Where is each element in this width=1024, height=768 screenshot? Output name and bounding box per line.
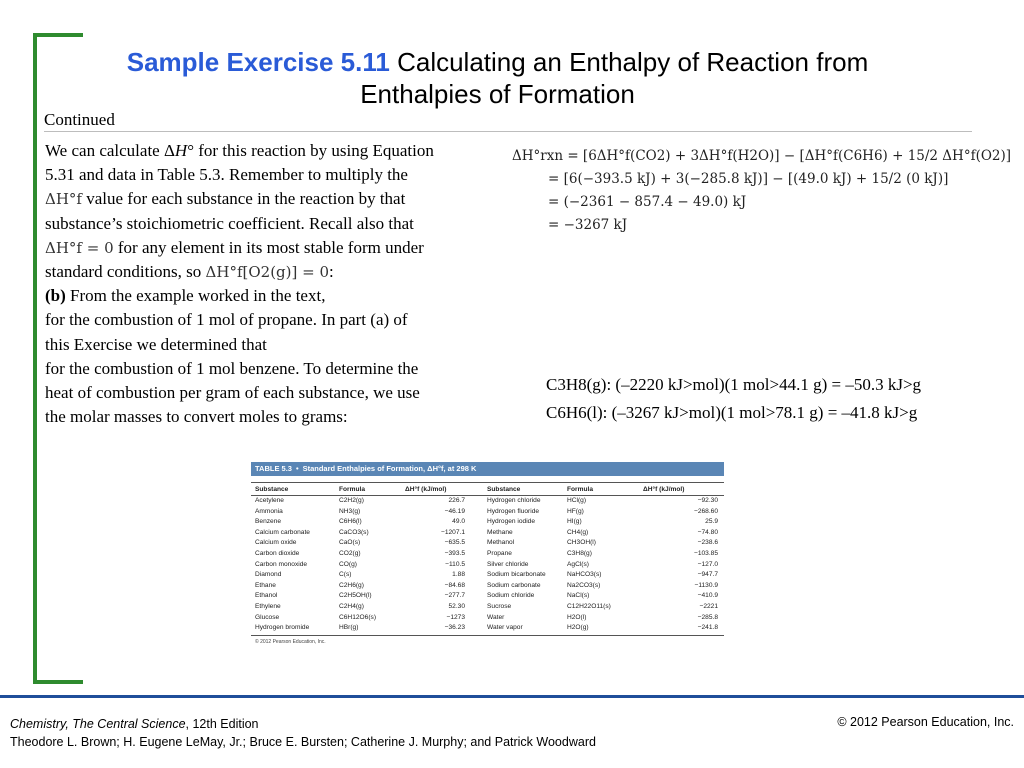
table-cell: NaCl(s) (567, 592, 590, 600)
table-cell: Benzene (255, 518, 282, 526)
table-cell: Carbon dioxide (255, 549, 300, 557)
table-cell: Hydrogen chloride (487, 497, 541, 504)
table-cell: Na2CO3(s) (567, 581, 601, 589)
table-cell: HCl(g) (567, 497, 587, 504)
table-cell: −84.68 (444, 581, 465, 589)
table-cell: H2O(l) (567, 613, 587, 621)
math-delta-hf-o2: ΔH°f[O2(g)] = 0 (205, 262, 330, 281)
table-cell: Sodium bicarbonate (487, 571, 546, 579)
table-cell: Methane (487, 528, 513, 536)
table-cell: −1130.9 (694, 581, 718, 589)
table-row (251, 623, 724, 634)
table-cell: CO(g) (339, 560, 357, 568)
table-cell: −410.9 (697, 592, 718, 600)
part-b-label: (b) (45, 286, 66, 306)
body-line-7: From the example worked in the text, (65, 286, 326, 306)
body-line-6-end: : (329, 261, 334, 281)
footer-edition: , 12th Edition (185, 717, 259, 731)
body-line-2: 5.31 and data in Table 5.3. Remember to multiply the (45, 165, 408, 185)
table-cell: Diamond (255, 571, 282, 579)
column-header: ΔH°f (kJ/mol) (405, 486, 447, 493)
header-divider (44, 131, 972, 132)
table-cell: Hydrogen iodide (487, 518, 536, 526)
table-cell: −127.0 (697, 560, 718, 568)
table-cell: −277.7 (444, 592, 465, 600)
table-row (251, 591, 724, 602)
table-row (251, 507, 724, 518)
table-cell: Calcium oxide (255, 539, 297, 547)
table-cell: −241.8 (697, 624, 718, 632)
table-cell: −2221 (699, 602, 718, 610)
heat-per-gram-results (546, 371, 921, 427)
table-cell: C6H6(l) (339, 518, 362, 526)
table-row (251, 517, 724, 528)
body-line-3: value for each substance in the reaction by that (81, 189, 406, 209)
table-cell: −268.60 (693, 507, 718, 515)
slide-bracket-vertical (33, 33, 37, 684)
table-cell: Ammonia (255, 507, 283, 515)
table-cell: NH3(g) (339, 507, 361, 515)
body-line-12: the molar masses to convert moles to grams: (45, 407, 348, 427)
body-line-8: for the combustion of 1 mol of propane. In part (a) of (45, 310, 408, 330)
body-line-6: standard conditions, so (45, 261, 206, 281)
table-body (251, 496, 724, 634)
enthalpy-table (251, 462, 724, 665)
table-cell: Methanol (487, 539, 515, 547)
table-header-row (251, 483, 724, 496)
table-cell: CH3OH(l) (567, 539, 596, 547)
table-cell: −110.5 (445, 560, 465, 568)
footer-book-title: Chemistry, The Central Science (10, 717, 186, 731)
table-cell: Sucrose (487, 602, 512, 610)
table-cell: HBr(g) (339, 624, 359, 632)
equation-line-4: = −3267 kJ (548, 217, 628, 233)
table-row (251, 538, 724, 549)
slide-title (45, 46, 950, 110)
table-cell: −635.5 (444, 539, 465, 547)
equation-line-3: = (−2361 − 857.4 − 49.0) kJ (548, 194, 747, 210)
table-cell: −103.85 (693, 549, 718, 557)
table-cell: Hydrogen bromide (255, 624, 310, 632)
footer-divider (0, 695, 1024, 698)
result-propane: C3H8(g): (–2220 kJ>mol)(1 mol>44.1 g) = –50.3 kJ>g (546, 375, 922, 394)
table-row (251, 496, 724, 507)
table-cell: −36.23 (444, 624, 465, 632)
table-cell: −74.80 (697, 528, 718, 536)
body-line-10: for the combustion of 1 mol benzene. To determine the (45, 358, 419, 378)
table-cell: HF(g) (567, 507, 584, 515)
body-line-11: heat of combustion per gram of each substance, we use (45, 382, 420, 402)
table-cell: 226.7 (448, 497, 465, 504)
column-header: Formula (567, 486, 594, 493)
table-cell: −1273 (446, 613, 465, 621)
table-cell: Sodium chloride (487, 592, 535, 600)
table-cell: −947.7 (697, 571, 718, 579)
table-cell: Carbon monoxide (255, 560, 308, 568)
table-cell: Propane (487, 549, 512, 557)
table-row (251, 602, 724, 613)
table-cell: 25.9 (705, 518, 718, 526)
table-cell: C2H6(g) (339, 581, 364, 589)
column-header: Substance (255, 486, 289, 493)
slide-bracket-bottom (33, 680, 83, 684)
table-cell: Water vapor (487, 624, 523, 632)
table-cell: Acetylene (255, 497, 284, 504)
column-header: Formula (339, 486, 366, 493)
table-cell: −46.19 (444, 507, 465, 515)
table-cell: AgCl(s) (567, 560, 589, 568)
table-caption-label: TABLE 5.3 (255, 464, 292, 473)
table-cell: Ethanol (255, 592, 278, 600)
table-caption: TABLE 5.3 • Standard Enthalpies of Formation, ΔH°f, at 298 K (251, 462, 724, 476)
table-cell: Ethane (255, 581, 276, 589)
table-cell: NaHCO3(s) (567, 571, 602, 579)
table-cell: C2H4(g) (339, 602, 364, 610)
table-row (251, 581, 724, 592)
table-cell: −285.8 (697, 613, 718, 621)
table-cell: CaO(s) (339, 539, 361, 547)
body-line-1a: We can calculate Δ (45, 141, 175, 160)
body-line-5: for any element in its most stable form under (113, 237, 424, 257)
table-row (251, 570, 724, 581)
column-header: ΔH°f (kJ/mol) (643, 486, 685, 493)
enthalpy-equation (512, 148, 1012, 240)
table-cell: CO2(g) (339, 549, 361, 557)
table-cell: Calcium carbonate (255, 528, 310, 536)
body-line-1h: H (174, 141, 188, 160)
equation-line-1: ΔH°rxn = [6ΔH°f(CO2) + 3ΔH°f(H2O)] − [ΔH°f(C6H6) + 15/2 ΔH°f(O2)] (512, 148, 1012, 164)
continued-label: Continued (44, 110, 115, 129)
table-cell: Glucose (255, 613, 280, 621)
table-cell: Hydrogen fluoride (487, 507, 540, 515)
math-delta-hf-zero: ΔH°f = 0 (45, 238, 114, 257)
table-cell: −238.6 (697, 539, 718, 547)
table-cell: C2H2(g) (339, 497, 364, 504)
footer-authors: Theodore L. Brown; H. Eugene LeMay, Jr.; Bruce E. Bursten; Catherine J. Murphy; and Patrick Woodward (10, 735, 596, 749)
table-cell: 52.30 (448, 602, 465, 610)
body-line-1b: ° for this reaction by using Equation (187, 141, 434, 160)
title-rest-line2: Enthalpies of Formation (360, 79, 635, 109)
slide-bracket-top (33, 33, 83, 37)
body-line-4: substance’s stoichiometric coefficient. Recall also that (45, 213, 414, 233)
body-text (45, 139, 505, 429)
table-cell: −393.5 (444, 549, 465, 557)
table-caption-text: Standard Enthalpies of Formation, ΔH°f, at 298 K (302, 464, 477, 473)
footer-citation (10, 715, 596, 751)
table-cell: 1.88 (452, 571, 465, 579)
table-cell: Silver chloride (487, 560, 529, 568)
math-delta-hf: ΔH°f (45, 190, 82, 209)
equation-line-2: = [6(−393.5 kJ) + 3(−285.8 kJ)] − [(49.0 kJ) + 15/2 (0 kJ)] (548, 171, 949, 187)
title-rest-line1: Calculating an Enthalpy of Reaction from (397, 47, 869, 77)
table-cell: HI(g) (567, 518, 582, 526)
table-cell: C12H22O11(s) (567, 602, 611, 610)
table-cell: CaCO3(s) (339, 528, 369, 536)
table-row (251, 560, 724, 571)
table-cell: −92.30 (697, 497, 718, 504)
table-cell: C3H8(g) (567, 549, 592, 557)
table-row (251, 613, 724, 624)
table-cell: C2H5OH(l) (339, 592, 372, 600)
table-credit: © 2012 Pearson Education, Inc. (255, 638, 326, 645)
table-cell: Sodium carbonate (487, 581, 541, 589)
table-cell: C(s) (339, 571, 352, 579)
table-cell: −1207.1 (440, 528, 465, 536)
column-header: Substance (487, 486, 521, 493)
table-row (251, 549, 724, 560)
table-cell: Water (487, 613, 505, 621)
table-cell: CH4(g) (567, 528, 589, 536)
table-row (251, 528, 724, 539)
title-lead: Sample Exercise 5.11 (126, 47, 390, 77)
result-benzene: C6H6(l): (–3267 kJ>mol)(1 mol>78.1 g) = –41.8 kJ>g (546, 403, 918, 422)
footer-copyright: © 2012 Pearson Education, Inc. (837, 715, 1014, 729)
table-cell: 49.0 (452, 518, 465, 526)
body-line-9: this Exercise we determined that (45, 334, 267, 354)
table-cell: Ethylene (255, 602, 281, 610)
table-cell: H2O(g) (567, 624, 589, 632)
table-cell: C6H12O6(s) (339, 613, 377, 621)
